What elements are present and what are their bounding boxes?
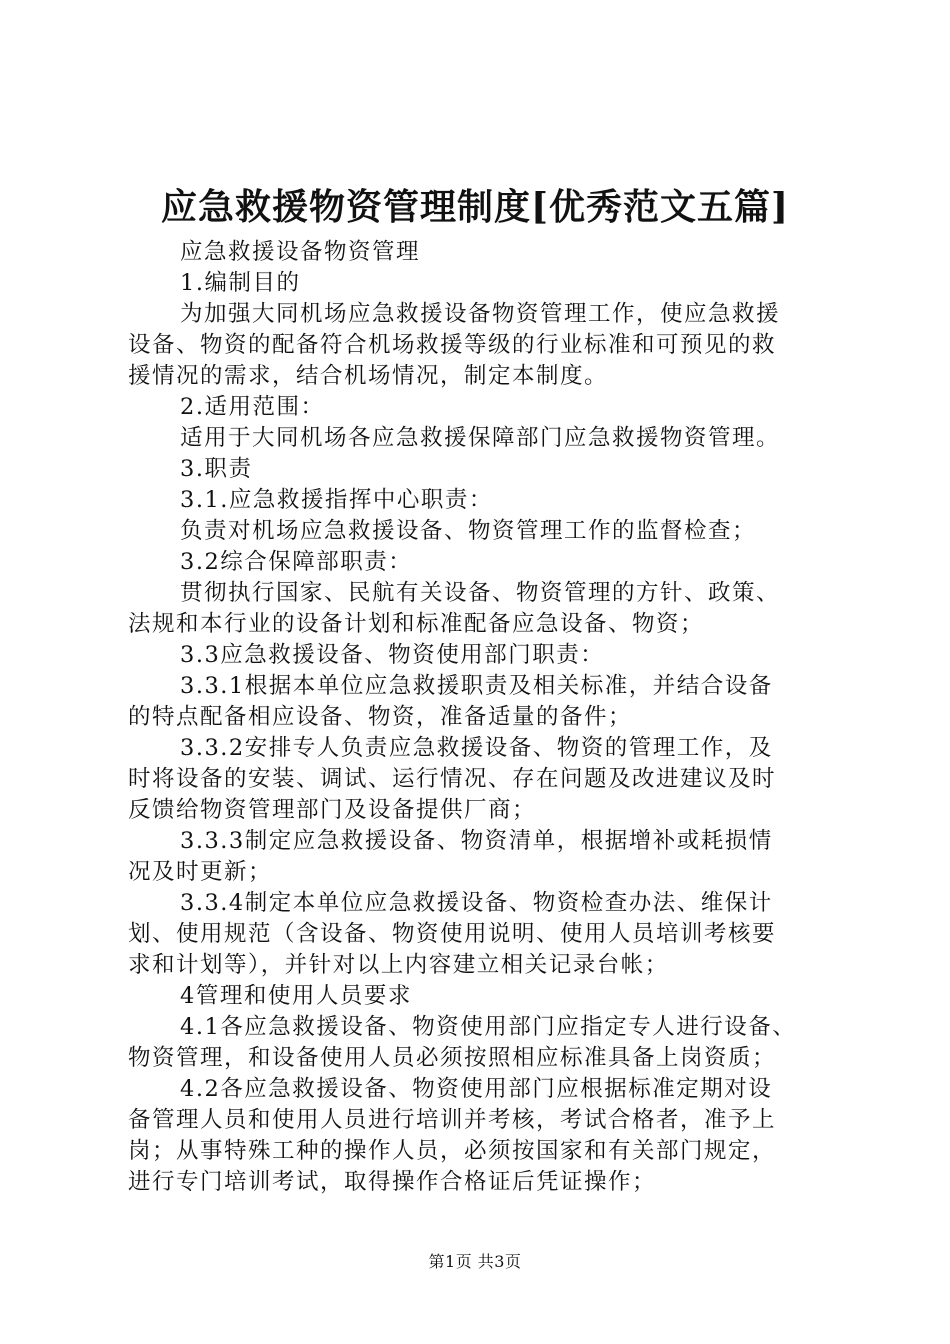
- text-line: 法规和本行业的设备计划和标准配备应急设备、物资；: [128, 611, 705, 637]
- text-line: 物资管理，和设备使用人员必须按照相应标准具备上岗资质；: [128, 1045, 777, 1071]
- text-line: 划、使用规范（含设备、物资使用说明、使用人员培训考核要: [128, 921, 777, 947]
- text-line: 设备、物资的配备符合机场救援等级的行业标准和可预见的救: [128, 332, 777, 358]
- text-line: 3.3.4制定本单位应急救援设备、物资检查办法、维保计: [180, 890, 773, 916]
- text-line: 适用于大同机场各应急救援保障部门应急救援物资管理。: [180, 425, 781, 451]
- text-line: 时将设备的安装、调试、运行情况、存在问题及改进建议及时: [128, 766, 777, 792]
- text-line: 3.3.1根据本单位应急救援职责及相关标准，并结合设备: [180, 673, 773, 699]
- document-title: 应急救援物资管理制度[优秀范文五篇]: [160, 186, 790, 228]
- text-line: 3.1.应急救援指挥中心职责：: [180, 487, 493, 513]
- text-line: 3.职责: [180, 456, 253, 482]
- text-line: 3.3应急救援设备、物资使用部门职责：: [180, 642, 605, 668]
- text-line: 3.3.2安排专人负责应急救援设备、物资的管理工作，及: [180, 735, 773, 761]
- text-line: 况及时更新；: [128, 859, 273, 885]
- text-line: 反馈给物资管理部门及设备提供厂商；: [128, 797, 537, 823]
- text-line: 3.3.3制定应急救援设备、物资清单，根据增补或耗损情: [180, 828, 773, 854]
- text-line: 岗；从事特殊工种的操作人员，必须按国家和有关部门规定，: [128, 1138, 777, 1164]
- text-line: 应急救援设备物资管理: [180, 239, 421, 265]
- text-line: 4.1各应急救援设备、物资使用部门应指定专人进行设备、: [180, 1014, 797, 1040]
- text-line: 援情况的需求，结合机场情况，制定本制度。: [128, 363, 609, 389]
- text-line: 贯彻执行国家、民航有关设备、物资管理的方针、政策、: [180, 580, 781, 606]
- text-line: 4.2各应急救援设备、物资使用部门应根据标准定期对设: [180, 1076, 773, 1102]
- text-line: 的特点配备相应设备、物资，准备适量的备件；: [128, 704, 633, 730]
- page-footer: 第1页 共3页: [428, 1252, 522, 1271]
- text-line: 1.编制目的: [180, 270, 301, 296]
- document-body: [128, 237, 830, 1198]
- text-line: 3.2综合保障部职责：: [180, 549, 413, 575]
- text-line: 求和计划等），并针对以上内容建立相关记录台帐；: [128, 952, 669, 978]
- text-line: 2.适用范围：: [180, 394, 325, 420]
- text-line: 4管理和使用人员要求: [180, 983, 412, 1009]
- text-line: 负责对机场应急救援设备、物资管理工作的监督检查；: [180, 518, 757, 544]
- text-line: 为加强大同机场应急救援设备物资管理工作，使应急救援: [180, 301, 781, 327]
- text-line: 备管理人员和使用人员进行培训并考核，考试合格者，准予上: [128, 1107, 777, 1133]
- text-line: 进行专门培训考试，取得操作合格证后凭证操作；: [128, 1169, 657, 1195]
